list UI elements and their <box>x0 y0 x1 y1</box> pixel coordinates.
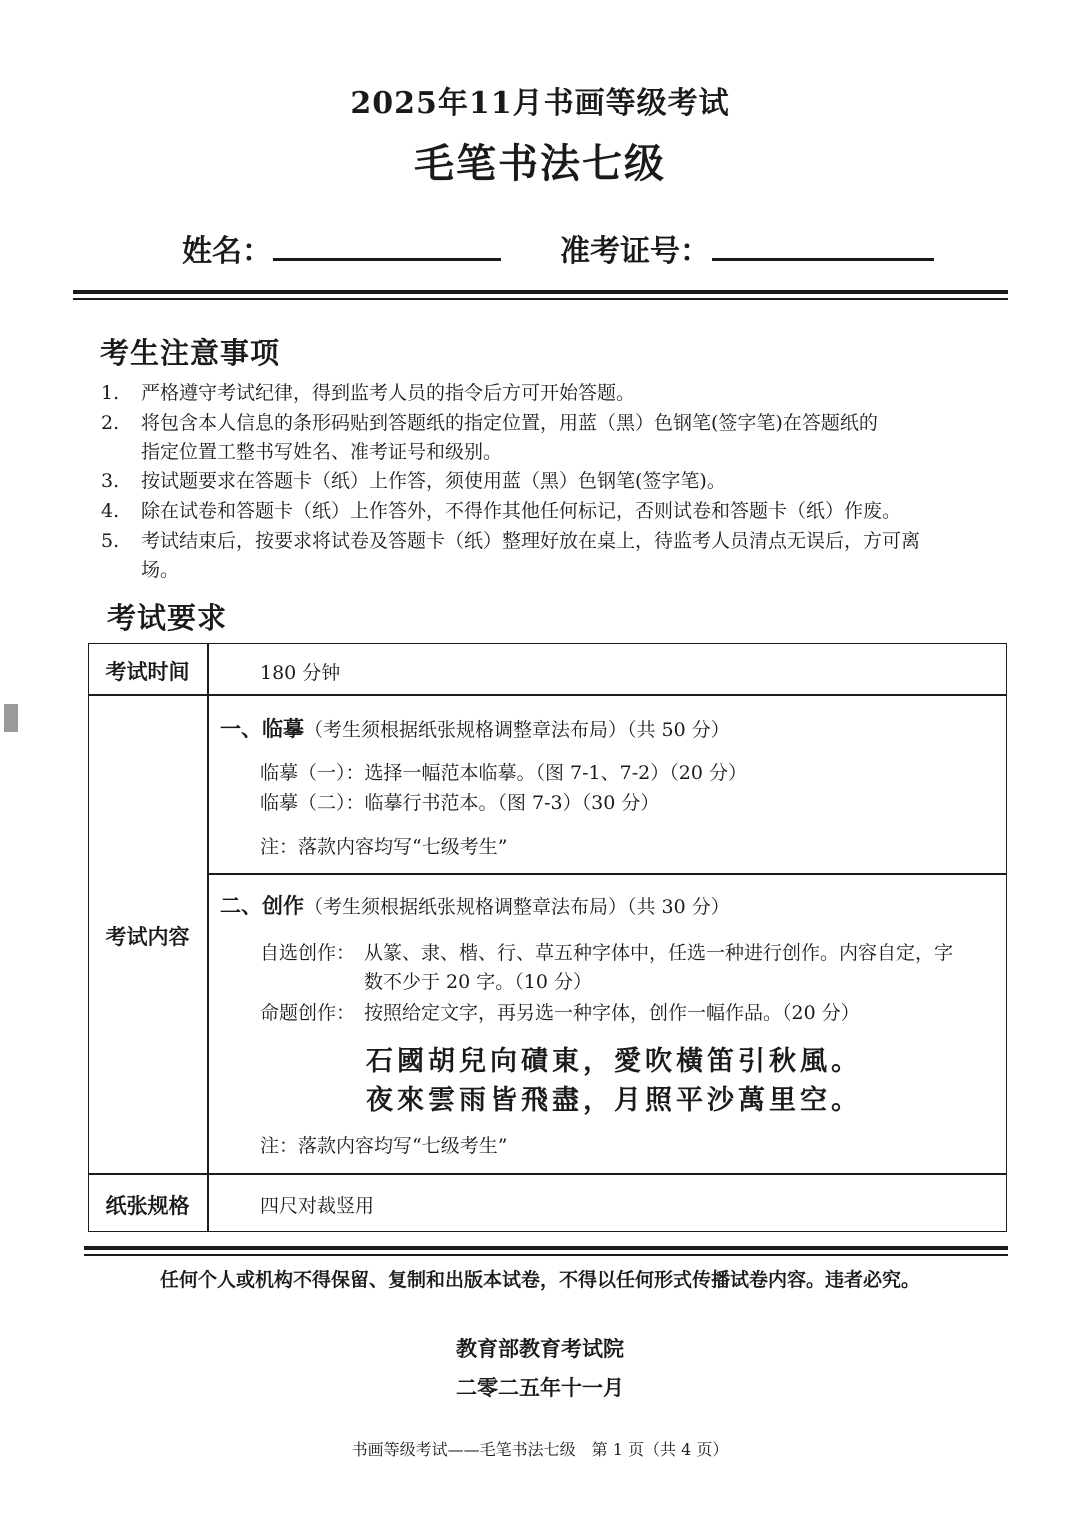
notice-item-number: 4. <box>101 500 120 522</box>
table-section-divider <box>207 873 1007 875</box>
notice-item-text: 考试结束后，按要求将试卷及答题卡（纸）整理好放在桌上，待监考人员清点无误后，方可离 <box>141 530 921 552</box>
exam-time-value: 180 分钟 <box>260 662 341 684</box>
free-creation-label: 自选创作： <box>260 942 356 964</box>
notice-item-number: 2. <box>101 412 120 434</box>
part1-copy-item: 临摹（一）：选择一幅范本临摹。（图 7-1、7-2）（20 分） <box>260 762 747 784</box>
poem-line: 夜來雲雨皆飛盡，月照平沙萬里空。 <box>366 1085 862 1116</box>
requirements-heading: 考试要求 <box>107 601 228 635</box>
part1-note: （考生须根据纸张规格调整章法布局）（共 50 分） <box>304 719 730 741</box>
part2-title: 二、创作 <box>220 893 304 918</box>
part2-heading <box>220 890 730 920</box>
notice-item-text: 除在试卷和答题卡（纸）上作答外，不得作其他任何标记，否则试卷和答题卡（纸）作废。 <box>141 500 902 522</box>
exam-level-title: 毛笔书法七级 <box>414 140 666 187</box>
part2-remark: 注：落款内容均写“七级考生” <box>260 1135 508 1157</box>
part2-note: （考生须根据纸张规格调整章法布局）（共 30 分） <box>304 896 730 918</box>
topic-creation-text: 按照给定文字，再另选一种字体，创作一幅作品。（20 分） <box>364 1002 860 1024</box>
free-creation-text: 数不少于 20 字。（10 分） <box>364 971 592 993</box>
notice-item-number: 1. <box>101 382 120 404</box>
notice-item-text: 严格遵守考试纪律，得到监考人员的指令后方可开始答题。 <box>141 382 636 404</box>
part1-title: 一、临摹 <box>220 716 304 741</box>
table-column-divider <box>207 643 209 1232</box>
topic-creation-label: 命题创作： <box>260 1002 356 1024</box>
part1-remark: 注：落款内容均写“七级考生” <box>260 836 508 858</box>
name-field-line[interactable] <box>273 258 501 261</box>
part1-copy-item: 临摹（二）：临摹行书范本。（图 7-3）（30 分） <box>260 792 660 814</box>
copyright-warning: 任何个人或机构不得保留、复制和出版本试卷，不得以任何形式传播试卷内容。违者必究。 <box>159 1269 920 1291</box>
part1-heading <box>220 713 730 743</box>
exam-content-label: 考试内容 <box>105 924 190 949</box>
paper-spec-value: 四尺对裁竖用 <box>260 1195 375 1217</box>
notice-item-text: 场。 <box>141 559 180 581</box>
notice-item-number: 3. <box>101 470 120 492</box>
table-row-divider <box>88 694 1007 696</box>
notice-item-text: 按试题要求在答题卡（纸）上作答，须使用蓝（黑）色钢笔(签字笔)。 <box>141 470 726 492</box>
footer-rule-thick <box>84 1246 1008 1250</box>
notice-item-number: 5. <box>101 530 120 552</box>
page-footer: 书画等级考试——毛笔书法七级 第 1 页（共 4 页） <box>351 1440 729 1459</box>
issue-date: 二零二五年十一月 <box>456 1375 624 1400</box>
notice-item-text: 指定位置工整书写姓名、准考证号和级别。 <box>141 441 503 463</box>
poem-line: 石國胡兒向磧東，愛吹橫笛引秋風。 <box>366 1046 862 1077</box>
paper-spec-label: 纸张规格 <box>105 1193 190 1218</box>
name-label: 姓名： <box>182 234 272 269</box>
notice-heading: 考生注意事项 <box>100 336 281 370</box>
notice-item-text: 将包含本人信息的条形码贴到答题纸的指定位置，用蓝（黑）色钢笔(签字笔)在答题纸的 <box>141 412 878 434</box>
table-row-divider <box>88 1173 1007 1175</box>
exam-time-label: 考试时间 <box>105 659 190 684</box>
header-rule-thick <box>73 290 1008 294</box>
footer-rule-thin <box>84 1254 1008 1256</box>
exam-id-field-line[interactable] <box>712 258 934 261</box>
exam-id-label: 准考证号： <box>560 234 710 269</box>
exam-session-title: 2025年11月书画等级考试 <box>350 86 730 121</box>
scan-mark <box>4 704 18 732</box>
header-rule-thin <box>73 298 1008 300</box>
free-creation-text: 从篆、隶、楷、行、草五种字体中，任选一种进行创作。内容自定，字 <box>364 942 954 964</box>
issuer-name: 教育部教育考试院 <box>456 1336 624 1361</box>
